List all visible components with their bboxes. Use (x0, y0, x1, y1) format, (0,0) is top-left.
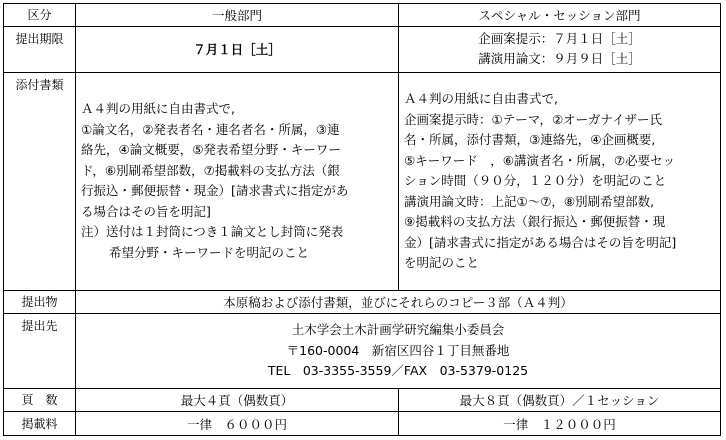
address-org: 土木学会土木計画学研究編集小委員会 (291, 322, 505, 338)
submission-requirements-table (3, 3, 721, 436)
submission-row (4, 290, 721, 314)
attachments-general-line: Ａ４判の用紙に自由書式で, (81, 101, 235, 117)
fee-label: 掲載料 (4, 412, 76, 436)
submission-text: 本原稿および添付書類，並びにそれらのコピー３部（Ａ４判） (76, 290, 721, 314)
attachments-special-line: 講演用論文時：上記①～⑦，⑧別刷希望部数, (404, 193, 655, 209)
attachments-special (399, 73, 721, 291)
attachments-general-line: ド，⑥別刷希望部数，⑦掲載料の支払方法（銀 (81, 162, 340, 178)
attachments-general-line: 行振込・郵便振替・現金）[請求書式に指定があ (81, 183, 349, 199)
attachments-special-line: 金）[請求書式に指定がある場合はその旨を明記] (404, 234, 677, 250)
attachments-general (76, 73, 399, 291)
submission-label: 提出物 (4, 290, 76, 314)
fee-general: 一律 ６０００円 (76, 412, 399, 436)
address-label: 提出先 (4, 314, 76, 388)
header-general: 一般部門 (76, 4, 399, 27)
address-contact: TEL 03-3355-3559／FAX 03-5379-0125 (267, 363, 529, 379)
header-category: 区分 (4, 4, 76, 27)
pages-general: 最大４頁（偶数頁） (76, 388, 399, 412)
fee-row (4, 412, 721, 436)
attachments-special-line: Ａ４判の用紙に自由書式で, (404, 91, 558, 107)
attachments-special-line: 企画案提示時：①テーマ，②オーガナイザー氏 (404, 111, 663, 127)
attachments-row (4, 73, 721, 291)
address-row (4, 314, 721, 388)
header-row (4, 4, 721, 27)
deadline-special-proposal: 企画案提示：７月１日［土］ (478, 30, 641, 46)
attachments-special-line: 名・所属，添付書類，③連絡先，④企画概要, (404, 132, 656, 148)
address-block (76, 314, 721, 388)
deadline-label: 提出期限 (4, 26, 76, 72)
attachments-special-line: ション時間（９０分，１２０分）を明記のこと (404, 173, 667, 189)
pages-special: 最大８頁（偶数頁）／１セッション (399, 388, 721, 412)
header-special: スペシャル・セッション部門 (399, 4, 721, 27)
attachments-special-line: を明記のこと (404, 255, 480, 271)
attachments-general-note-cont: 希望分野・キーワードを明記のこと (109, 244, 310, 260)
deadline-special-paper: 講演用論文：９月９日［土］ (478, 51, 641, 67)
fee-special: 一律 １２０００円 (399, 412, 721, 436)
attachments-general-line: る場合はその旨を明記] (81, 203, 211, 219)
deadline-special (399, 26, 721, 72)
attachments-general-note: 注）送付は１封筒につき１論文とし封筒に発表 (81, 224, 344, 240)
pages-row (4, 388, 721, 412)
pages-label: 頁 数 (4, 388, 76, 412)
attachments-general-line: ①論文名，②発表者名・連名者名・所属，③連 (81, 121, 340, 137)
attachments-general-line: 絡先，④論文概要，⑤発表希望分野・キーワー (81, 142, 341, 158)
attachments-special-line: ⑨掲載料の支払方法（銀行振込・郵便振替・現 (404, 214, 666, 230)
attachments-label: 添付書類 (4, 73, 76, 291)
address-postal: 〒160-0004 新宿区四谷１丁目無番地 (286, 342, 510, 358)
attachments-special-line: ⑤キーワード ，⑥講演者名・所属，⑦必要セッ (404, 152, 676, 168)
deadline-row (4, 26, 721, 72)
deadline-general (76, 26, 399, 72)
deadline-general-date: ７月１日［土］ (193, 42, 281, 58)
